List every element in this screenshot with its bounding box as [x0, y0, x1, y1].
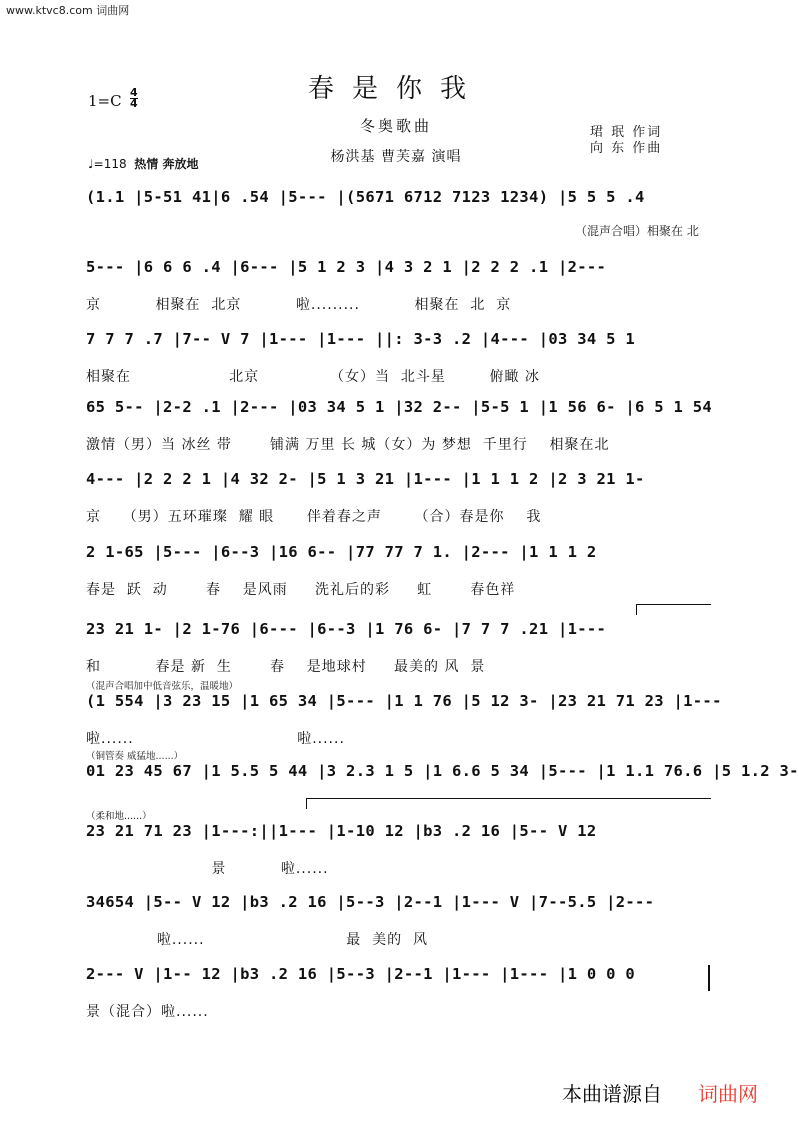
first-ending-bracket: [636, 604, 711, 615]
score-annotation: （混声合唱加中低音弦乐，温暖地）: [86, 681, 239, 692]
lyric-line: 京 相聚在 北京 啦......... 相聚在 北 京: [86, 297, 512, 313]
tempo-value: ♩=118: [88, 157, 127, 171]
score-annotation: （混声合唱）相聚在 北: [575, 224, 699, 238]
score-annotation: （铜管奏 威猛地......）: [86, 751, 184, 762]
notation-line: (1 554 |3 23 15 |1 65 34 |5--- |1 1 76 |5 12 3- |23 21 71 23 |1---: [86, 692, 722, 710]
notation-line: 2 1-65 |5--- |6--3 |16 6-- |77 77 7 1. |2--- |1 1 1 2: [86, 543, 597, 561]
notation-line: 4--- |2 2 2 1 |4 32 2- |5 1 3 21 |1--- |1 1 1 2 |2 3 21 1-: [86, 470, 645, 488]
footer-source: 本曲谱源自: [562, 1082, 662, 1106]
lyric-line: 春是 跃 动 春 是风雨 洗礼后的彩 虹 春色祥: [86, 582, 516, 598]
lyric-line: 景 啦......: [86, 861, 329, 877]
song-subtitle: 冬奥歌曲: [359, 117, 432, 135]
notation-line: (1.1 |5-51 41|6 .54 |5--- |(5671 6712 7123 1234) |5 5 5 .4: [86, 188, 645, 206]
meter-top: 4: [130, 86, 138, 99]
notation-line: 2--- V |1-- 12 |b3 .2 16 |5--3 |2--1 |1--- |1--- |1 0 0 0: [86, 965, 636, 983]
notation-line: 23 21 1- |2 1-76 |6--- |6--3 |1 76 6- |7 7 7 .21 |1---: [86, 620, 607, 638]
notation-line: 65 5-- |2-2 .1 |2--- |03 34 5 1 |32 2-- |5-5 1 |1 56 6- |6 5 1 54: [86, 398, 713, 416]
lyric-line: 和 春是 新 生 春 是地球村 最美的 风 景: [86, 659, 486, 675]
lyric-line: 京 （男）五环璀璨 耀 眼 伴着春之声 （合）春是你 我: [86, 509, 542, 525]
lyric-line: 啦...... 最 美的 风: [86, 932, 429, 948]
notation-line: 34654 |5-- V 12 |b3 .2 16 |5--3 |2--1 |1--- V |7--5.5 |2---: [86, 893, 655, 911]
singers: 杨洪基 曹芙嘉 演唱: [330, 149, 462, 165]
notation-line: 23 21 71 23 |1---:||1--- |1-10 12 |b3 .2 16 |5-- V 12: [86, 822, 597, 840]
lyric-line: 啦...... 啦......: [86, 731, 345, 747]
tempo-marking: [88, 155, 198, 172]
score-annotation: （柔和地......）: [86, 811, 152, 822]
notation-line: 01 23 45 67 |1 5.5 5 44 |3 2.3 1 5 |1 6.6 5 34 |5--- |1 1.1 76.6 |5 1.2 3-: [86, 762, 799, 780]
final-barline: [708, 965, 710, 991]
lyric-line: 激情（男）当 冰丝 带 铺满 万里 长 城（女）为 梦想 千里行 相聚在北: [86, 437, 610, 453]
second-ending-bracket: [306, 798, 711, 809]
lyricist-credit: 珺 珉 作词: [590, 125, 663, 140]
site-watermark: www.ktvc8.com 词曲网: [6, 4, 130, 17]
lyric-line: 相聚在 北京 （女）当 北斗星 俯瞰 冰: [86, 369, 540, 385]
meter-bottom: 4: [130, 97, 138, 110]
notation-line: 5--- |6 6 6 .4 |6--- |5 1 2 3 |4 3 2 1 |2 2 2 .1 |2---: [86, 258, 607, 276]
song-title: 春是你我: [307, 74, 484, 104]
notation-line: 7 7 7 .7 |7-- V 7 |1--- |1--- ||: 3-3 .2 |4--- |03 34 5 1: [86, 330, 636, 348]
tempo-expression: 热情 奔放地: [134, 157, 199, 171]
footer-brand: 词曲网: [698, 1082, 758, 1106]
key-signature: 1=C: [88, 92, 122, 110]
lyric-line: 景（混合）啦......: [86, 1004, 209, 1020]
composer-credit: 向 东 作曲: [590, 141, 663, 156]
